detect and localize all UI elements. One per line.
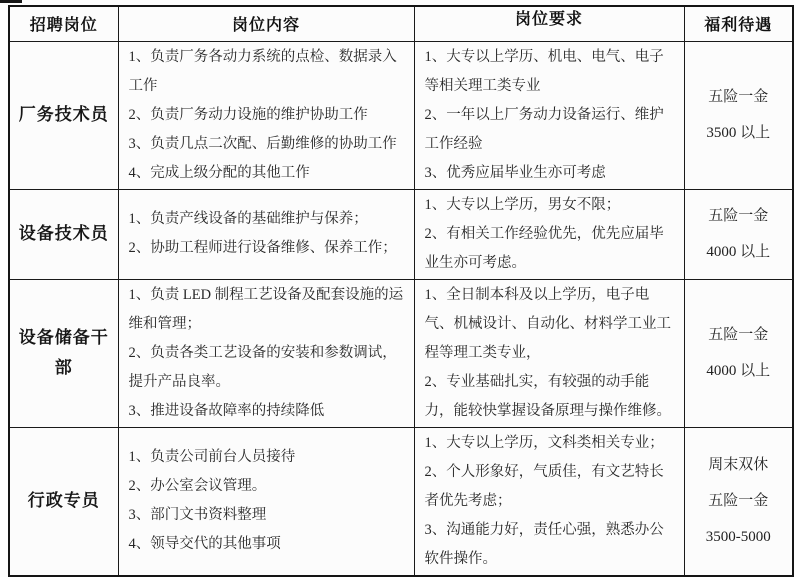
requirement-item: 1、大专以上学历、机电、电气、电子等相关理工类专业 [424, 48, 664, 94]
table-row-admin-specialist [9, 427, 793, 576]
duty-item: 1、负责产线设备的基础维护与保养； [128, 211, 368, 227]
header-position-label: 招聘岗位 [29, 17, 98, 35]
duties-cell [118, 41, 414, 189]
duty-item: 3、推进设备故障率的持续降低 [128, 402, 325, 419]
duty-item: 2、负责各类工艺设备的安装和参数调试，提升产品良率。 [128, 344, 397, 390]
header-benefits [684, 6, 793, 41]
requirement-item: 2、专业基础扎实，有较强的动手能力，能较快掌握设备原理与操作维修。 [424, 373, 671, 419]
duty-item: 2、负责厂务动力设施的维护协助工作 [128, 106, 368, 123]
duty-item: 3、部门文书资料整理 [128, 507, 267, 523]
duty-item: 1、负责公司前台人员接待 [128, 449, 296, 465]
benefit-line: 五险一金 [708, 327, 769, 343]
benefit-line: 五险一金 [708, 89, 769, 105]
header-row [9, 6, 793, 41]
duty-item: 2、办公室会议管理。 [128, 478, 267, 494]
table-row-equipment-technician [9, 189, 793, 279]
duties-cell [118, 189, 414, 279]
position-cell: 设备储备干部 [9, 279, 118, 427]
position-cell: 行政专员 [9, 427, 118, 576]
table-row-equipment-reserve-cadre [9, 279, 793, 427]
duty-item: 2、协助工程师进行设备维修、保养工作； [128, 240, 397, 256]
duty-item: 3、负责几点二次配、后勤维修的协助工作 [128, 135, 397, 152]
header-duties-label: 岗位内容 [231, 17, 300, 35]
requirement-item: 2、有相关工作经验优先，优先应届毕业生亦可考虑。 [424, 225, 664, 271]
requirements-cell [414, 41, 684, 189]
header-requirements [414, 6, 684, 41]
benefit-line: 3500-5000 [705, 529, 771, 545]
duties-cell [118, 427, 414, 576]
benefits-cell [684, 189, 793, 279]
header-position [9, 6, 118, 41]
table-row-factory-technician [9, 41, 793, 189]
duty-item: 1、负责 LED 制程工艺设备及配套设施的运维和管理； [128, 286, 404, 332]
requirements-cell [414, 427, 684, 576]
duties-cell [118, 279, 414, 427]
requirements-cell [414, 189, 684, 279]
benefits-cell [684, 427, 793, 576]
requirement-item: 1、大专以上学历，男女不限； [424, 196, 621, 213]
requirement-item: 1、大专以上学历，文科类相关专业； [424, 434, 664, 451]
scan-artifact-line [0, 0, 22, 3]
header-requirements-label: 岗位要求 [514, 11, 583, 29]
position-cell: 设备技术员 [9, 189, 118, 279]
benefit-line: 4000 以上 [706, 244, 771, 260]
benefit-line: 3500 以上 [706, 125, 771, 141]
duty-item: 4、完成上级分配的其他工作 [128, 164, 310, 181]
header-duties [118, 6, 414, 41]
header-benefits-label: 福利待遇 [704, 17, 773, 35]
benefit-line: 五险一金 [708, 493, 769, 509]
requirement-item: 2、一年以上厂务动力设备运行、维护工作经验 [424, 106, 664, 152]
benefit-line: 4000 以上 [706, 363, 771, 379]
benefits-cell [684, 41, 793, 189]
benefits-cell [684, 279, 793, 427]
recruitment-table [8, 5, 794, 577]
requirements-cell [414, 279, 684, 427]
benefit-line: 周末双休 [708, 457, 769, 473]
duty-item: 4、领导交代的其他事项 [128, 536, 281, 552]
requirement-item: 3、优秀应届毕业生亦可考虑 [424, 164, 606, 181]
benefit-line: 五险一金 [708, 208, 769, 224]
requirement-item: 2、个人形象好，气质佳，有文艺特长者优先考虑； [424, 463, 664, 509]
duty-item: 1、负责厂务各动力系统的点检、数据录入工作 [128, 48, 397, 94]
requirement-item: 3、沟通能力好，责任心强，熟悉办公软件操作。 [424, 521, 664, 567]
position-cell: 厂务技术员 [9, 41, 118, 189]
requirement-item: 1、全日制本科及以上学历，电子电气、机械设计、自动化、材料学工业工程等理工类专业， [424, 286, 671, 361]
